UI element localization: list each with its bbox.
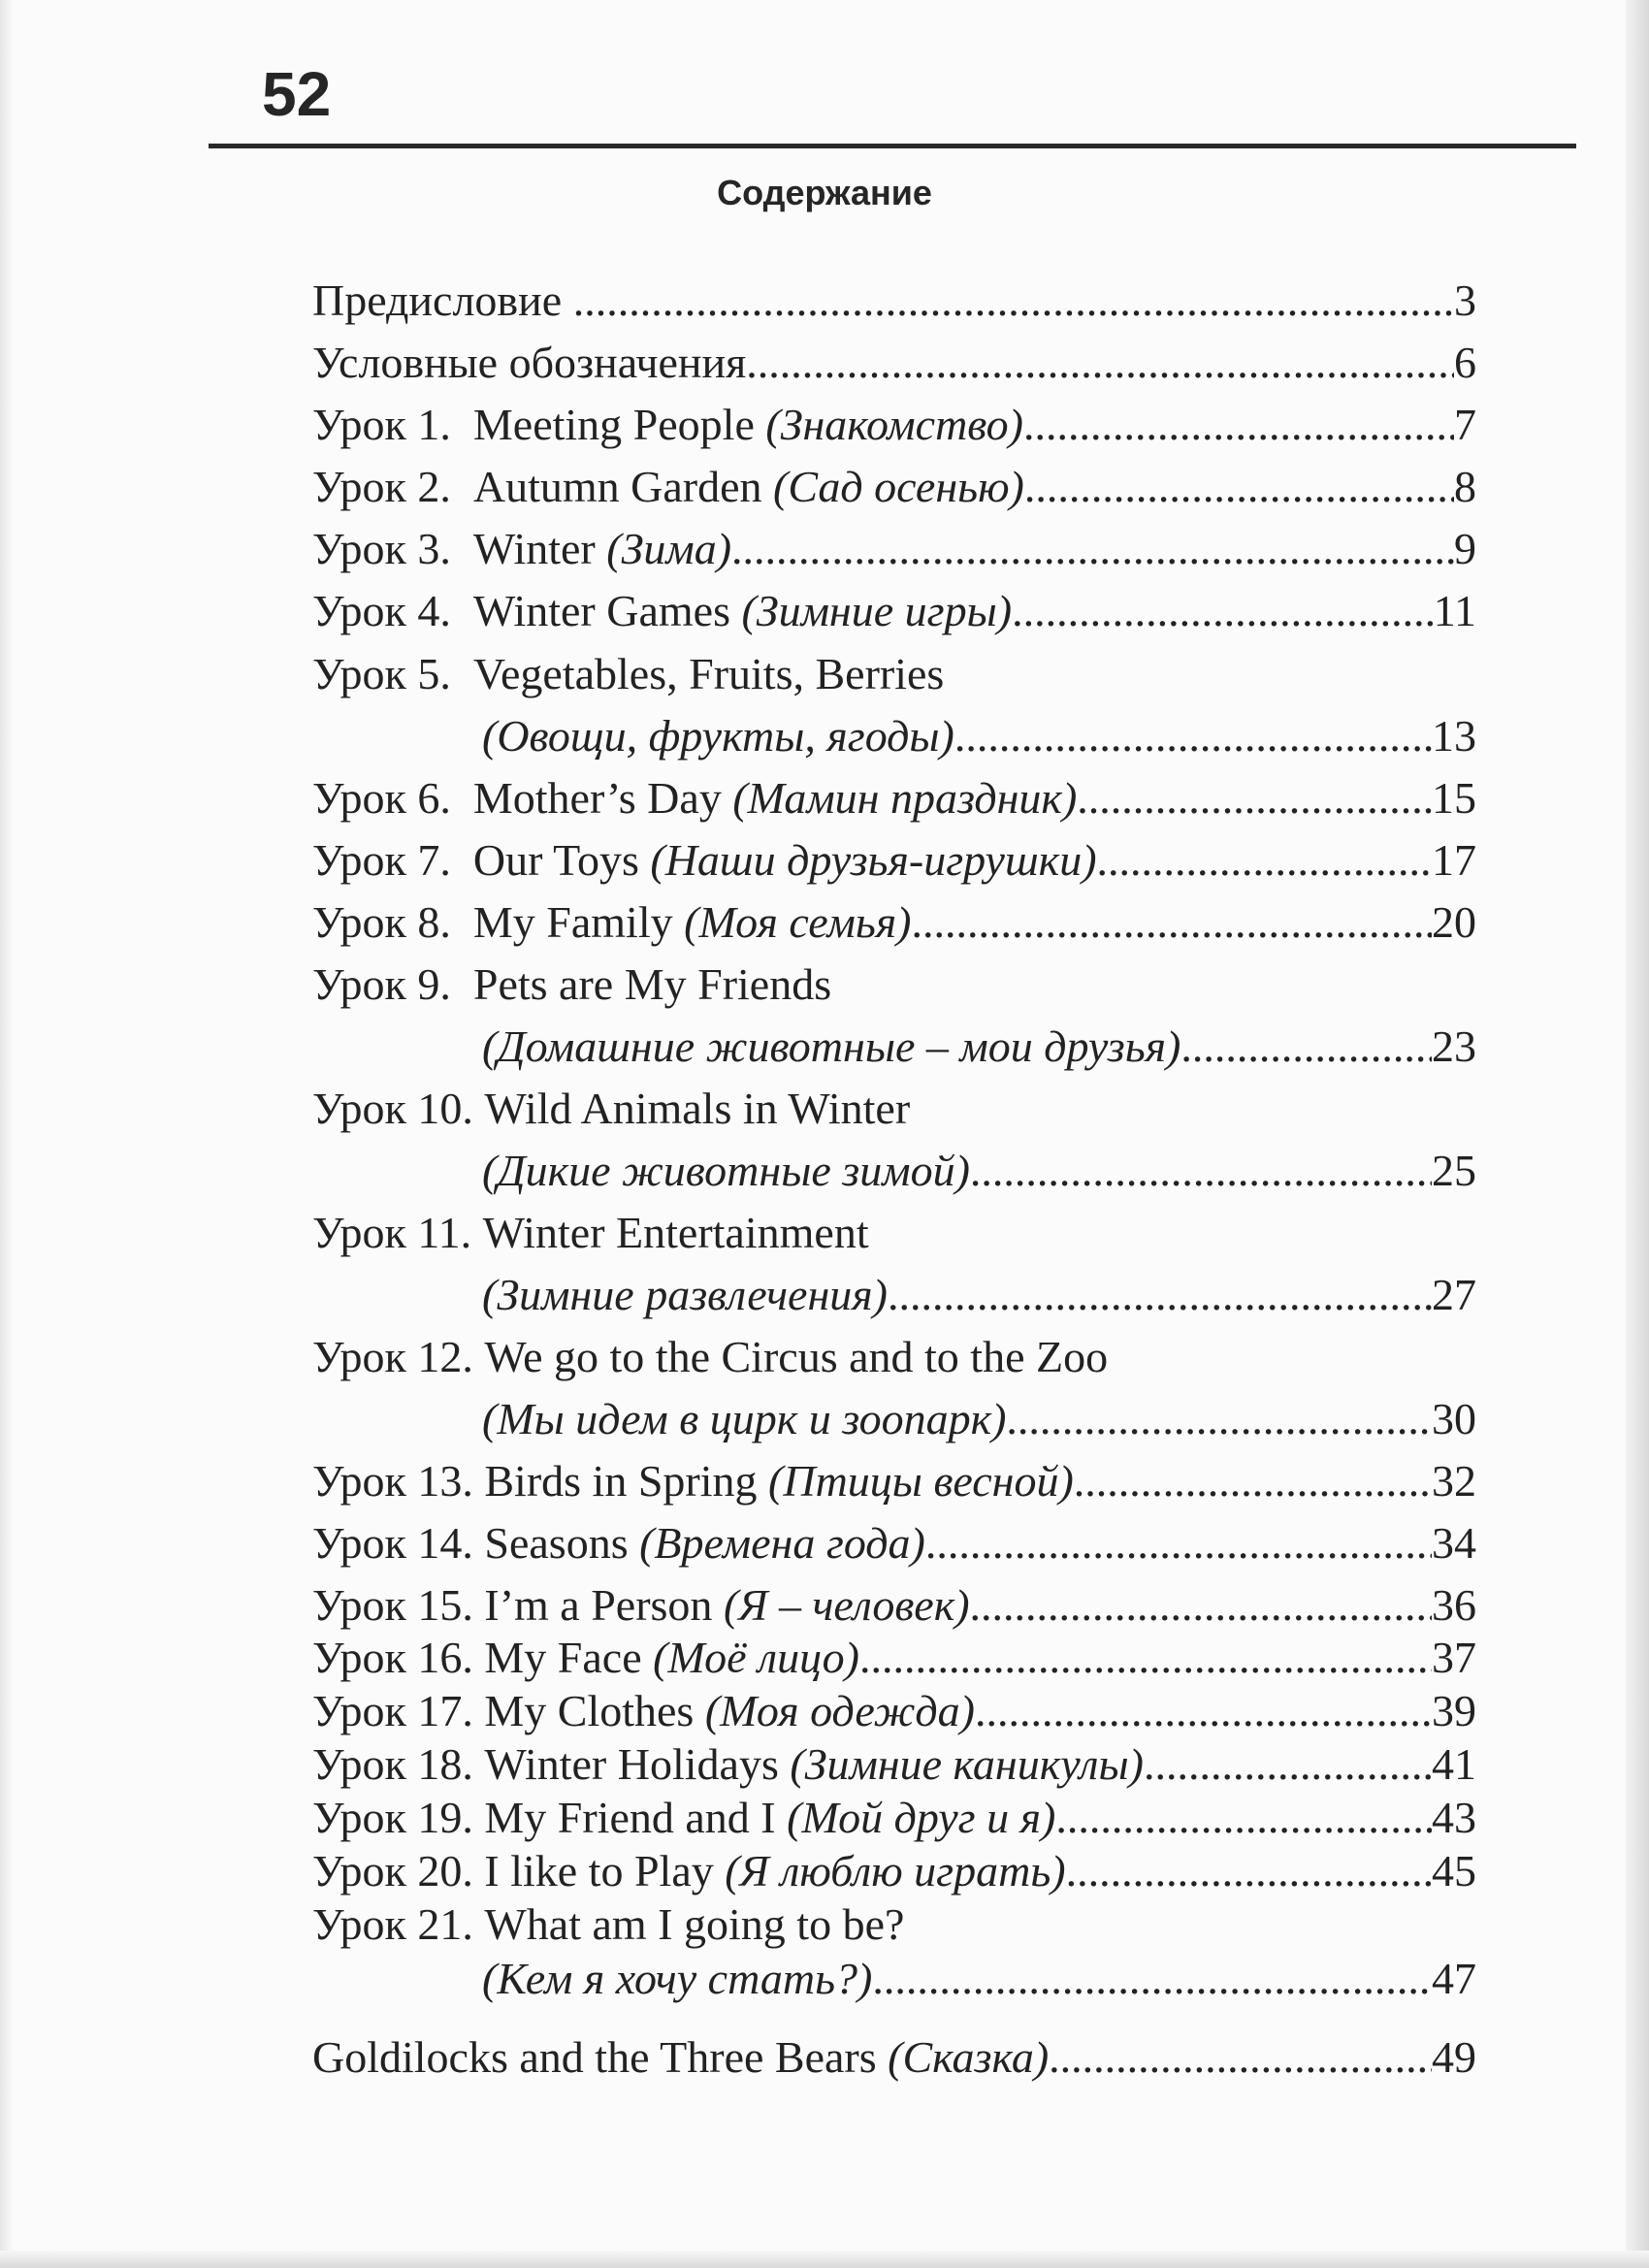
- toc-entry-page: 45: [1432, 1846, 1476, 1895]
- toc-leader-dots: [925, 1516, 1432, 1571]
- toc-entry: [312, 460, 1476, 514]
- toc-entry-title: Урок 12. We go to the Circus and to the Zoo: [312, 1332, 1109, 1381]
- toc-leader-dots: [1066, 1844, 1432, 1898]
- toc-entry-title: Урок 16. My Face: [312, 1633, 654, 1682]
- toc-entry-translation: (Зима): [606, 524, 732, 573]
- toc-entry-page: 8: [1454, 462, 1476, 511]
- toc-entry-translation: (Зимние каникулы): [790, 1739, 1144, 1789]
- toc-entry: [312, 1631, 1476, 1685]
- toc-leader-dots: [1144, 1737, 1432, 1792]
- toc-entry-page: 43: [1432, 1793, 1476, 1842]
- toc-entry-page: 23: [1432, 1021, 1476, 1071]
- toc-entry: [312, 957, 1476, 1012]
- toc-entry: [312, 2030, 1476, 2085]
- toc-entry-translation: (Сад осенью): [773, 462, 1024, 511]
- toc-entry-page: 39: [1432, 1686, 1476, 1735]
- toc-entry: [312, 1082, 1476, 1136]
- toc-entry: [312, 1392, 1476, 1446]
- toc-entry: [312, 1844, 1476, 1898]
- toc-leader-dots: [1055, 1791, 1432, 1845]
- toc-entry-translation: (Домашние животные – мои друзья): [482, 1021, 1181, 1071]
- toc-entry-translation: (Моя одежда): [704, 1686, 975, 1735]
- toc-entry: [312, 1791, 1476, 1845]
- toc-entry: [312, 895, 1476, 950]
- toc-leader-dots: [872, 1952, 1432, 2006]
- page-bottom-shadow: [0, 2251, 1649, 2268]
- toc-entry-page: 6: [1454, 338, 1476, 387]
- toc-entry-title: Урок 18. Winter Holidays: [312, 1739, 791, 1789]
- toc-leader-dots: [1006, 1392, 1432, 1446]
- toc-entry-page: 13: [1432, 711, 1476, 761]
- toc-entry: [312, 1144, 1476, 1198]
- toc-entry-title: Урок 9. Pets are My Friends: [312, 959, 832, 1009]
- toc-leader-dots: [1180, 1020, 1432, 1074]
- toc-entry-page: 15: [1432, 773, 1476, 823]
- toc-entry: [312, 1578, 1476, 1633]
- toc-entry-title: Goldilocks and the Three Bears: [312, 2032, 889, 2082]
- toc-leader-dots: [975, 1684, 1432, 1738]
- toc-entry-translation: (Зимние игры): [741, 586, 1013, 635]
- toc-entry-translation: (Наши друзья-игрушки): [650, 835, 1097, 885]
- toc-entry-translation: (Кем я хочу стать?): [482, 1954, 873, 2003]
- toc-entry-title: Урок 11. Winter Entertainment: [312, 1208, 869, 1257]
- toc-entry-title: Урок 5. Vegetables, Fruits, Berries: [312, 649, 945, 698]
- toc-entry-translation: (Птицы весной): [768, 1456, 1074, 1506]
- toc-entry-page: 7: [1454, 400, 1476, 449]
- toc-entry-translation: (Знакомство): [765, 400, 1023, 449]
- toc-entry-translation: (Мы идем в цирк и зоопарк): [482, 1394, 1007, 1443]
- toc-entry: [312, 1268, 1476, 1322]
- toc-entry: [312, 398, 1476, 452]
- toc-leader-dots: [573, 274, 1454, 328]
- toc-entry-page: 20: [1432, 897, 1476, 947]
- toc-entry-title: Урок 14. Seasons: [312, 1518, 640, 1568]
- toc-leader-dots: [731, 522, 1454, 576]
- toc-leader-dots: [970, 1578, 1432, 1633]
- toc-entry-page: 25: [1432, 1146, 1476, 1195]
- toc-entry: [312, 1454, 1476, 1508]
- toc-entry-page: 27: [1432, 1270, 1476, 1319]
- toc-leader-dots: [911, 895, 1432, 950]
- toc-entry-title: Урок 13. Birds in Spring: [312, 1456, 769, 1506]
- toc-entry: [312, 1206, 1476, 1260]
- toc-entry-page: 9: [1454, 524, 1476, 573]
- toc-entry-title: Урок 21. What am I going to be?: [312, 1899, 905, 1949]
- toc-leader-dots: [746, 336, 1454, 390]
- toc-entry-page: 47: [1432, 1954, 1476, 2003]
- toc-entry: [312, 1330, 1476, 1384]
- page-left-edge: [0, 0, 14, 2268]
- toc-leader-dots: [1049, 2030, 1432, 2085]
- toc-entry: [312, 833, 1476, 888]
- toc-entry-translation: (Времена года): [639, 1518, 925, 1568]
- toc-entry-title: Урок 3. Winter: [312, 524, 607, 573]
- toc-entry-title: Урок 2. Autumn Garden: [312, 462, 774, 511]
- toc-entry-translation: (Сказка): [888, 2032, 1050, 2082]
- toc-entry: [312, 274, 1476, 328]
- toc-entry-title: Урок 19. My Friend and I: [312, 1793, 788, 1842]
- toc-entry: [312, 1952, 1476, 2006]
- toc-entry-page: 17: [1432, 835, 1476, 885]
- toc-leader-dots: [1077, 771, 1432, 826]
- toc-entry: [312, 709, 1476, 763]
- toc-entry-title: Урок 6. Mother’s Day: [312, 773, 733, 823]
- toc-entry-page: 32: [1432, 1456, 1476, 1506]
- toc-entry-page: 11: [1433, 586, 1476, 635]
- toc-entry-translation: (Мой друг и я): [787, 1793, 1056, 1842]
- toc-entry-translation: (Моё лицо): [653, 1633, 859, 1682]
- toc-entry-translation: (Мамин праздник): [732, 773, 1078, 823]
- toc-entry-page: 49: [1432, 2032, 1476, 2082]
- toc-entry-page: 36: [1432, 1580, 1476, 1630]
- toc-entry-translation: (Овощи, фрукты, ягоды): [482, 711, 954, 761]
- toc-entry-title: Урок 10. Wild Animals in Winter: [312, 1084, 911, 1133]
- toc-entry: [312, 647, 1476, 701]
- toc-entry: [312, 522, 1476, 576]
- toc-entry-title: Урок 4. Winter Games: [312, 586, 742, 635]
- toc-entry-title: Урок 15. I’m a Person: [312, 1580, 724, 1630]
- toc-entry: [312, 1897, 1476, 1952]
- toc-leader-dots: [1074, 1454, 1432, 1508]
- toc-leader-dots: [1023, 398, 1454, 452]
- toc-leader-dots: [888, 1268, 1432, 1322]
- toc-leader-dots: [970, 1144, 1432, 1198]
- toc-leader-dots: [1012, 584, 1434, 638]
- toc-entry-translation: (Я – человек): [723, 1580, 970, 1630]
- page-right-edge: [1626, 0, 1649, 2268]
- toc-title: Содержание: [717, 173, 932, 212]
- toc-entry-title: Условные обозначения: [312, 338, 747, 387]
- toc-entry-title: Предисловие: [312, 275, 573, 325]
- toc-leader-dots: [1097, 833, 1432, 888]
- toc-leader-dots: [954, 709, 1432, 763]
- toc-entry: [312, 1516, 1476, 1571]
- toc-entry: [312, 1020, 1476, 1074]
- toc-entry-page: 37: [1432, 1633, 1476, 1682]
- toc-entry-title: Урок 8. My Family: [312, 897, 685, 947]
- toc-entry-title: Урок 1. Meeting People: [312, 400, 766, 449]
- toc-entry-translation: (Дикие животные зимой): [482, 1146, 970, 1195]
- toc-entry-translation: (Зимние развлечения): [482, 1270, 888, 1319]
- toc-entry: [312, 336, 1476, 390]
- toc-entry-page: 3: [1454, 275, 1476, 325]
- toc-entry-page: 30: [1432, 1394, 1476, 1443]
- toc-entry-page: 41: [1432, 1739, 1476, 1789]
- toc-entry-translation: (Я люблю играть): [725, 1846, 1066, 1895]
- toc-entry-title: Урок 17. My Clothes: [312, 1686, 705, 1735]
- toc-entry: [312, 1684, 1476, 1738]
- toc-leader-dots: [859, 1631, 1432, 1685]
- toc-entry: [312, 771, 1476, 826]
- toc-entry-title: Урок 20. I like to Play: [312, 1846, 726, 1895]
- toc-entry-page: 34: [1432, 1518, 1476, 1568]
- toc-leader-dots: [1024, 460, 1454, 514]
- header-rule: [209, 144, 1576, 148]
- toc-entry: [312, 584, 1476, 638]
- toc-entry-translation: (Моя семья): [684, 897, 912, 947]
- toc-entry-title: Урок 7. Our Toys: [312, 835, 651, 885]
- page-number: 52: [262, 59, 332, 129]
- toc-entry: [312, 1737, 1476, 1792]
